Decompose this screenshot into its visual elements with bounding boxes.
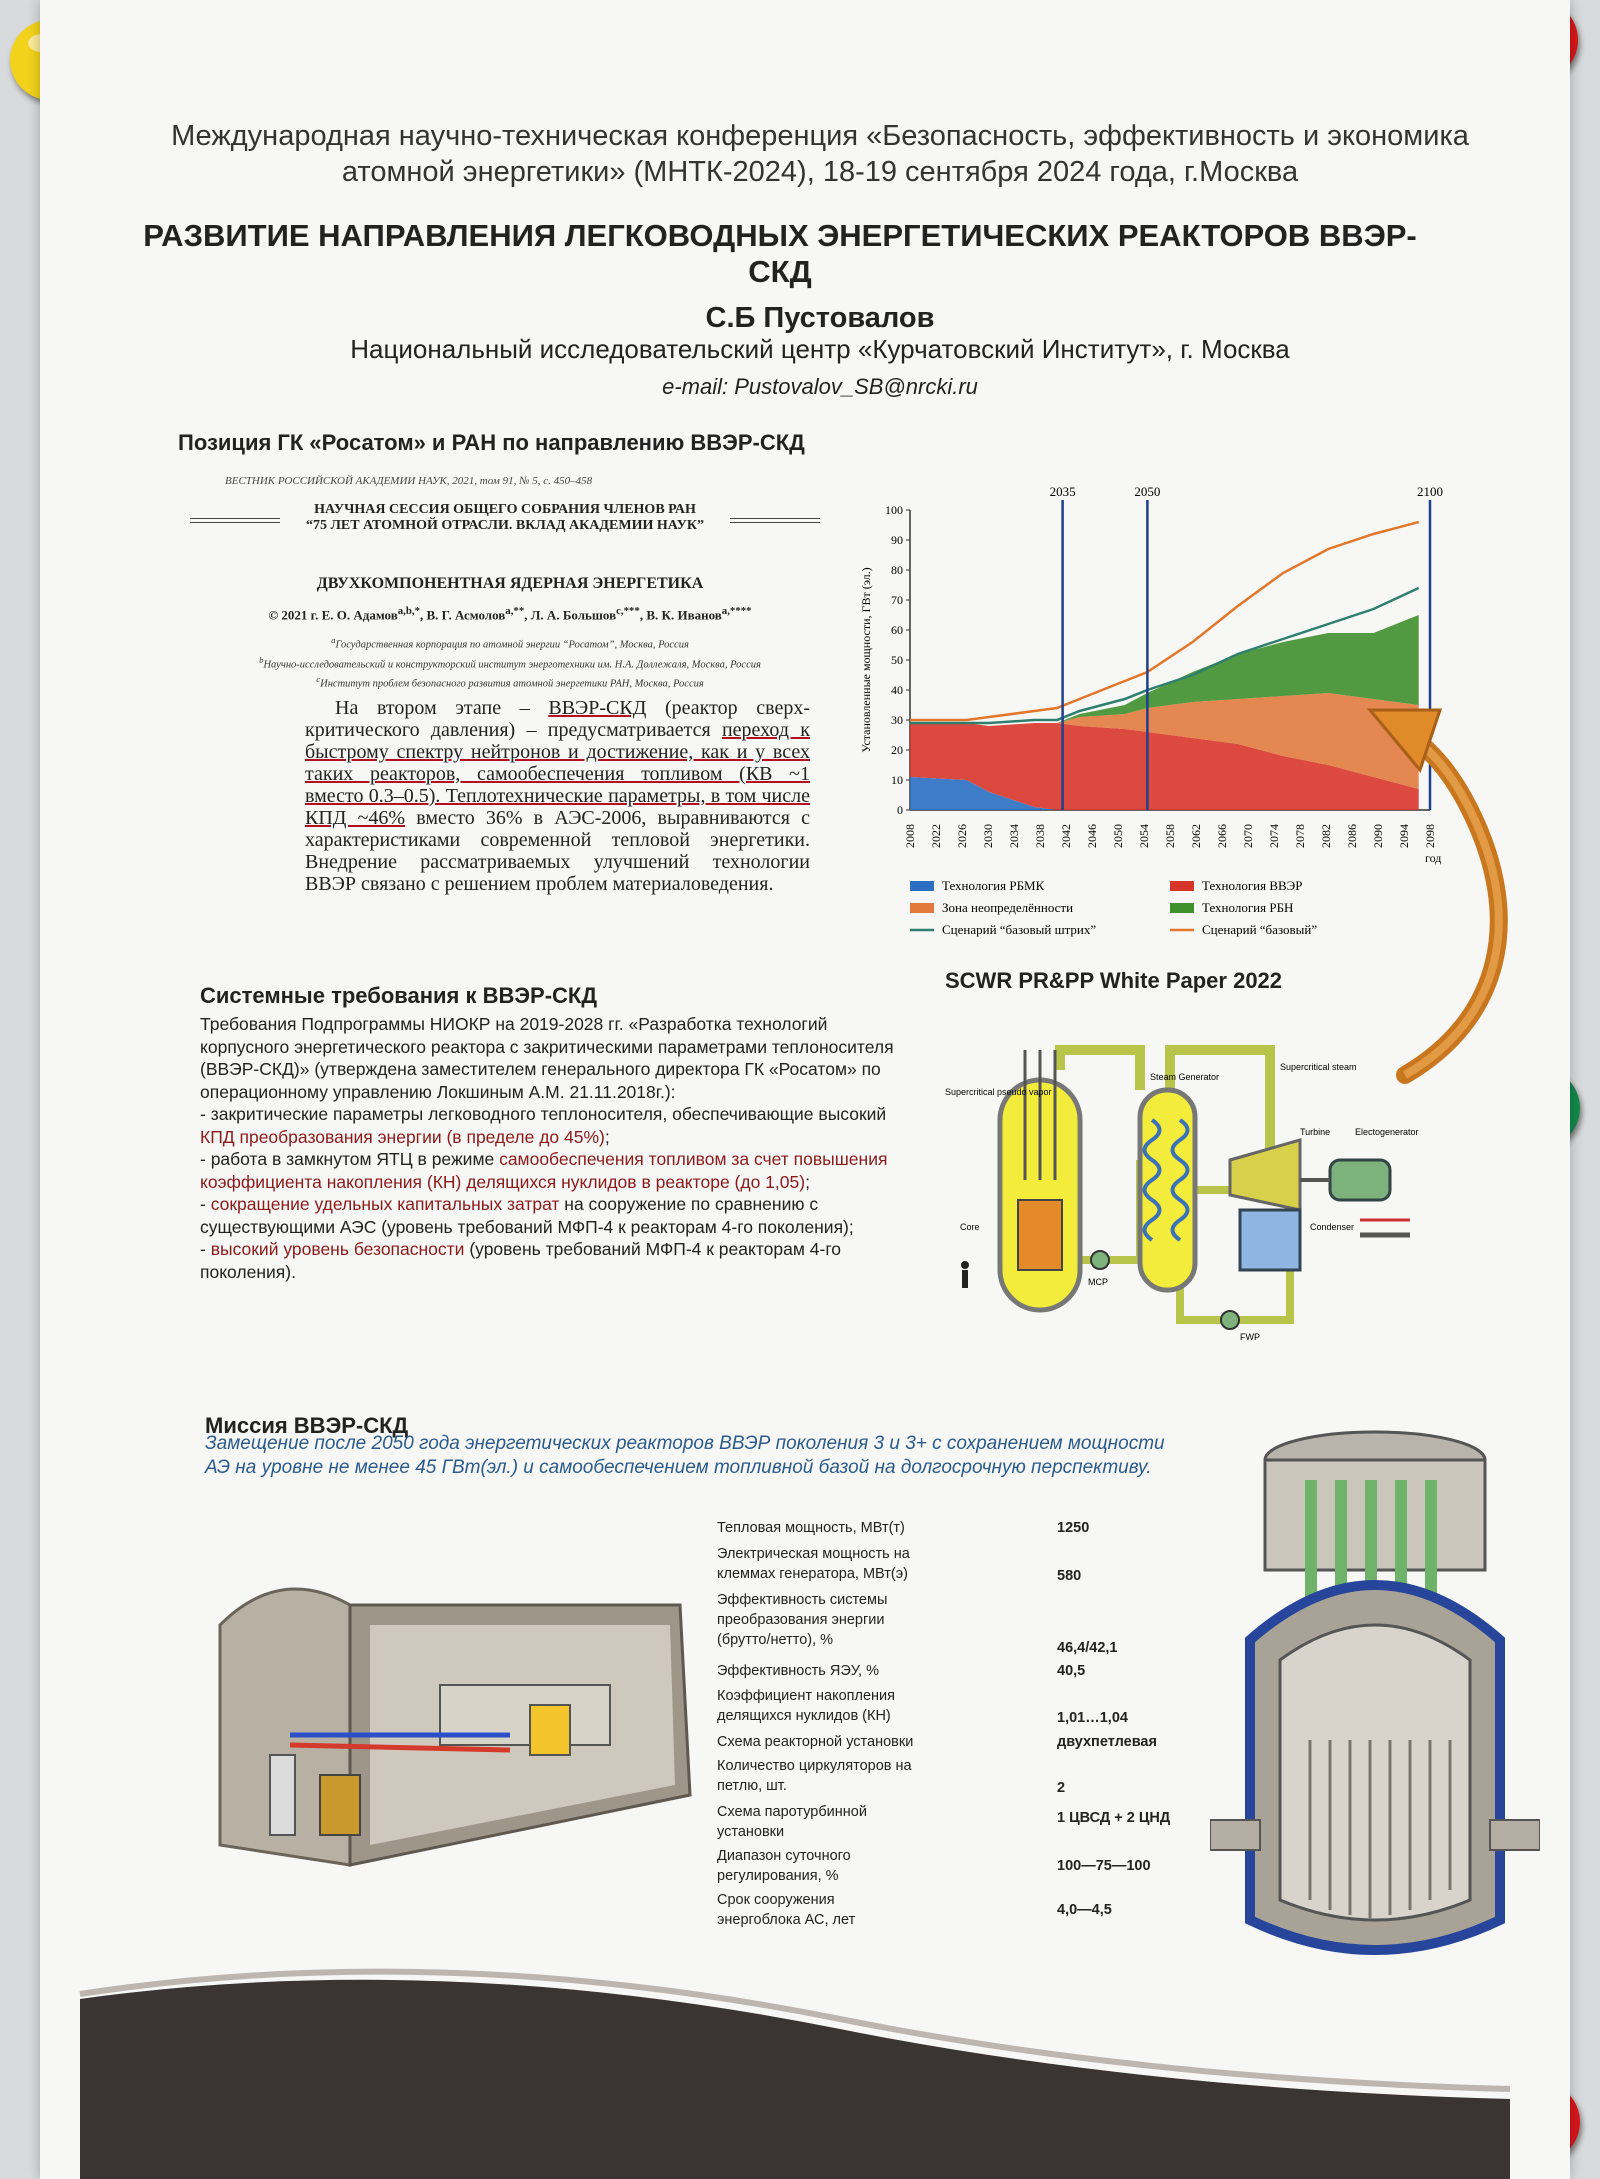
excerpt-underlined-1: ВВЭР-СКД: [548, 697, 647, 719]
label-mcp: MCP: [1088, 1277, 1108, 1287]
x-tick-label: 2046: [1085, 824, 1099, 848]
y-tick-label: 40: [891, 683, 903, 697]
x-tick-label: 2030: [981, 824, 995, 848]
spec-value: 580: [1057, 1568, 1082, 1584]
spec-value: 1,01…1,04: [1057, 1710, 1128, 1726]
fwp-pump: [1221, 1311, 1239, 1329]
y-tick-label: 60: [891, 623, 903, 637]
steam-generator: [1140, 1090, 1195, 1290]
scwr-heading: SCWR PR&PP White Paper 2022: [945, 968, 1283, 993]
requirement-2: - работа в замкнутом ЯТЦ в режиме самообеспечения топливом за счет повышения коэффициента накопления (КН) делящихся нуклидов в реакторе (до 1,05);: [200, 1149, 888, 1192]
legend-swatch: [910, 903, 934, 913]
x-tick-label: 2082: [1319, 824, 1333, 848]
spec-label: Схема реакторной установки: [717, 1734, 914, 1750]
journal-session: [230, 502, 780, 534]
mission-heading: Миссия ВВЭР-СКД: [205, 1413, 409, 1438]
x-axis-label: год: [1425, 851, 1442, 865]
y-tick-label: 10: [891, 773, 903, 787]
session-line-1: НАУЧНАЯ СЕССИЯ ОБЩЕГО СОБРАНИЯ ЧЛЕНОВ РАН: [314, 502, 696, 517]
system-heading: Системные требования к ВВЭР-СКД: [200, 983, 598, 1008]
x-tick-label: 2066: [1215, 824, 1229, 848]
label-turbine: Turbine: [1300, 1127, 1331, 1137]
email: e-mail: Pustovalov_SB@nrcki.ru: [662, 374, 978, 399]
x-tick-label: 2086: [1345, 824, 1359, 848]
scwr-diagram: [940, 1030, 1460, 1360]
legend-swatch: [910, 881, 934, 891]
spec-value: 2: [1057, 1780, 1066, 1796]
x-tick-label: 2050: [1111, 824, 1125, 848]
spec-value: 46,4/42,1: [1057, 1640, 1118, 1656]
y-axis-label: Установленные мощности, ГВт (эл.): [859, 567, 873, 753]
plant-illustration: [210, 1545, 710, 1875]
poster: [40, 0, 1570, 2179]
spec-label: Электрическая мощность на клеммах генератора, МВт(э): [717, 1546, 910, 1582]
position-heading: Позиция ГК «Росатом» и РАН по направлению ВВЭР-СКД: [178, 430, 805, 455]
year-marker-label: 2035: [1049, 484, 1076, 499]
x-tick-label: 2098: [1423, 824, 1437, 848]
spec-value: 100—75—100: [1057, 1858, 1151, 1874]
electrogenerator: [1330, 1160, 1390, 1200]
spec-label: Количество циркуляторов на петлю, шт.: [717, 1758, 912, 1794]
conference-line-1: Международная научно-техническая конференция «Безопасность, эффективность и экономика: [171, 120, 1469, 152]
condenser: [1240, 1210, 1300, 1270]
legend-label: Технология ВВЭР: [1202, 878, 1303, 893]
spec-label: Тепловая мощность, МВт(т): [717, 1520, 905, 1536]
x-tick-label: 2008: [903, 824, 917, 848]
legend-swatch: [1170, 881, 1194, 891]
label-electrogenerator: Electogenerator: [1355, 1127, 1419, 1137]
spec-label: Схема паротурбинной установки: [717, 1804, 867, 1840]
affiliation-a: Государственная корпорация по атомной энергии “Росатом”, Москва, Россия: [335, 639, 689, 651]
y-tick-label: 20: [891, 743, 903, 757]
y-tick-label: 100: [885, 503, 903, 517]
conference-title: [160, 118, 1480, 190]
affiliation-b: Научно-исследовательский и конструкторский институт энерготехники им. Н.А. Доллежаля, Москва, Россия: [263, 659, 761, 670]
x-tick-label: 2026: [955, 824, 969, 848]
x-tick-label: 2042: [1059, 824, 1073, 848]
y-tick-label: 70: [891, 593, 903, 607]
spec-label: Коэффициент накопления делящихся нуклидов (КН): [717, 1688, 895, 1724]
label-core: Core: [960, 1222, 980, 1232]
spec-label: Срок сооружения энергоблока АС, лет: [717, 1892, 856, 1928]
legend-label: Технология РБМК: [942, 878, 1045, 893]
label-steam-generator: Steam Generator: [1150, 1072, 1220, 1082]
spec-value: 1250: [1057, 1520, 1090, 1536]
x-tick-label: 2062: [1189, 824, 1203, 848]
mcp-pump: [1091, 1251, 1109, 1269]
excerpt-part-2: (реактор сверх-критического давления) – предусматривается: [305, 697, 810, 741]
year-marker-label: 2100: [1417, 484, 1443, 499]
x-tick-label: 2022: [929, 824, 943, 848]
legend-label: Зона неопределённости: [942, 900, 1074, 915]
excerpt-part-1: На втором этапе –: [335, 697, 549, 719]
author-1: © 2021 г. Е. О. Адамов: [268, 607, 398, 623]
institute: Национальный исследовательский центр «Курчатовский Институт», г. Москва: [350, 334, 1290, 364]
year-marker-label: 2050: [1134, 484, 1161, 499]
author-3: , Л. А. Большов: [524, 607, 617, 623]
mission-text: Замещение после 2050 года энергетических реакторов ВВЭР поколения 3 и 3+ с сохранением мощности АЭ на уровне не менее 45 ГВт(эл.) и самообеспечением топливной базой на долгосрочную перспективу.: [205, 1433, 1165, 1478]
article-title: ДВУХКОМПОНЕНТНАЯ ЯДЕРНАЯ ЭНЕРГЕТИКА: [316, 575, 704, 592]
y-tick-label: 30: [891, 713, 903, 727]
requirement-4: - высокий уровень безопасности (уровень требований МФП-4 к реакторам 4-го поколения).: [200, 1239, 842, 1282]
x-tick-label: 2038: [1033, 824, 1047, 848]
excerpt-underlined-2: переход к быстрому спектру нейтронов и достижение, как и у всех таких реакторов, самообеспечения топливом (КВ ~1 вместо 0.3–0.5). Теплотехнические параметры, в том числе КПД ~46%: [305, 719, 810, 829]
legend-label: Сценарий “базовый”: [1202, 922, 1318, 937]
x-tick-label: 2034: [1007, 824, 1021, 848]
legend-label: Сценарий “базовый штрих”: [942, 922, 1097, 937]
x-tick-label: 2074: [1267, 824, 1281, 848]
conference-line-2: атомной энергетики» (МНТК-2024), 18-19 сентября 2024 года, г.Москва: [341, 156, 1299, 188]
label-fwp: FWP: [1240, 1332, 1260, 1342]
spec-value: 4,0—4,5: [1057, 1902, 1112, 1918]
excerpt-part-3: вместо 36% в АЭС-2006, выравниваются с характеристиками современной тепловой энергетики. Внедрение рассматриваемых улучшений технологии ВВЭР связано с решением проблем материаловедения.: [305, 807, 810, 895]
article-excerpt: [305, 697, 810, 895]
journal-header: ВЕСТНИК РОССИЙСКОЙ АКАДЕМИИ НАУК, 2021, том 91, № 5, с. 450–458: [225, 475, 593, 487]
article-affiliations: $^a$Государственная корпорация по атомной энергии “Росатом”, Москва, Россия $^b$Научно-исследовательский и конструкторский институт энерготехники им. Н.А. Доллежаля, Москва, Россия $^c$Институт проблем безопасного развития атомной энергетики РАН, Москва, Россия: [259, 635, 761, 690]
spec-value: 1 ЦВСД + 2 ЦНД: [1057, 1810, 1171, 1826]
system-intro: Требования Подпрограммы НИОКР на 2019-2028 гг. «Разработка технологий корпусного энергетического реактора с закритическими параметрами теплоносителя (ВВЭР-СКД)» (утверждена заместителем генерального директора ГК «Росатом» по операционному управлению Локшиным А.М. 21.11.2018г.):: [200, 1014, 894, 1102]
y-tick-label: 90: [891, 533, 903, 547]
spec-value: двухпетлевая: [1057, 1734, 1157, 1750]
poster-title: РАЗВИТИЕ НАПРАВЛЕНИЯ ЛЕГКОВОДНЫХ ЭНЕРГЕТИЧЕСКИХ РЕАКТОРОВ ВВЭР-СКД: [143, 218, 1417, 289]
label-condenser: Condenser: [1310, 1222, 1355, 1232]
spec-label: Эффективность системы преобразования энергии (брутто/нетто), %: [717, 1592, 888, 1648]
reactor-core: [1018, 1200, 1062, 1270]
y-tick-label: 0: [897, 803, 903, 817]
author-name: С.Б Пустовалов: [705, 302, 935, 334]
y-tick-label: 80: [891, 563, 903, 577]
legend-label: Технология РБН: [1202, 900, 1294, 915]
x-tick-label: 2070: [1241, 824, 1255, 848]
affiliation-c: Институт проблем безопасного развития атомной энергетики РАН, Москва, Россия: [320, 678, 704, 690]
author-2: , В. Г. Асмолов: [419, 607, 506, 623]
x-tick-label: 2054: [1137, 824, 1151, 848]
x-tick-label: 2058: [1163, 824, 1177, 848]
bottom-wave-decoration: [40, 1879, 1570, 2179]
turbine: [1230, 1140, 1300, 1210]
spec-value: 40,5: [1057, 1663, 1086, 1679]
requirement-1: - закритические параметры легководного теплоносителя, обеспечивающие высокий КПД преобразования энергии (в пределе до 45%);: [200, 1104, 887, 1147]
requirement-3: - сокращение удельных капитальных затрат на сооружение по сравнению с существующими АЭС (уровень требований МФП-4 к реакторам 4-го поколения);: [200, 1194, 854, 1237]
author-4: , В. К. Иванов: [639, 607, 722, 623]
label-supercritical-steam: Supercritical steam: [1280, 1062, 1357, 1072]
article-authors: © 2021 г. Е. О. Адамов$^{a,b,*}$, В. Г. Асмолов$^{a,**}$, Л. А. Большов$^{c,***}$, В. К. Иванов$^{a,****}$: [268, 605, 752, 623]
legend-swatch: [1170, 903, 1194, 913]
label-pseudo-vapor: Supercritical pseudo vapor: [945, 1087, 1052, 1097]
spec-label: Диапазон суточного регулирования, %: [717, 1848, 851, 1884]
session-line-2: “75 ЛЕТ АТОМНОЙ ОТРАСЛИ. ВКЛАД АКАДЕМИИ НАУК”: [305, 518, 705, 533]
x-tick-label: 2094: [1397, 824, 1411, 848]
spec-label: Эффективность ЯЭУ, %: [717, 1663, 879, 1679]
system-requirements: [200, 1013, 900, 1283]
x-tick-label: 2090: [1371, 824, 1385, 848]
y-tick-label: 50: [891, 653, 903, 667]
x-tick-label: 2078: [1293, 824, 1307, 848]
